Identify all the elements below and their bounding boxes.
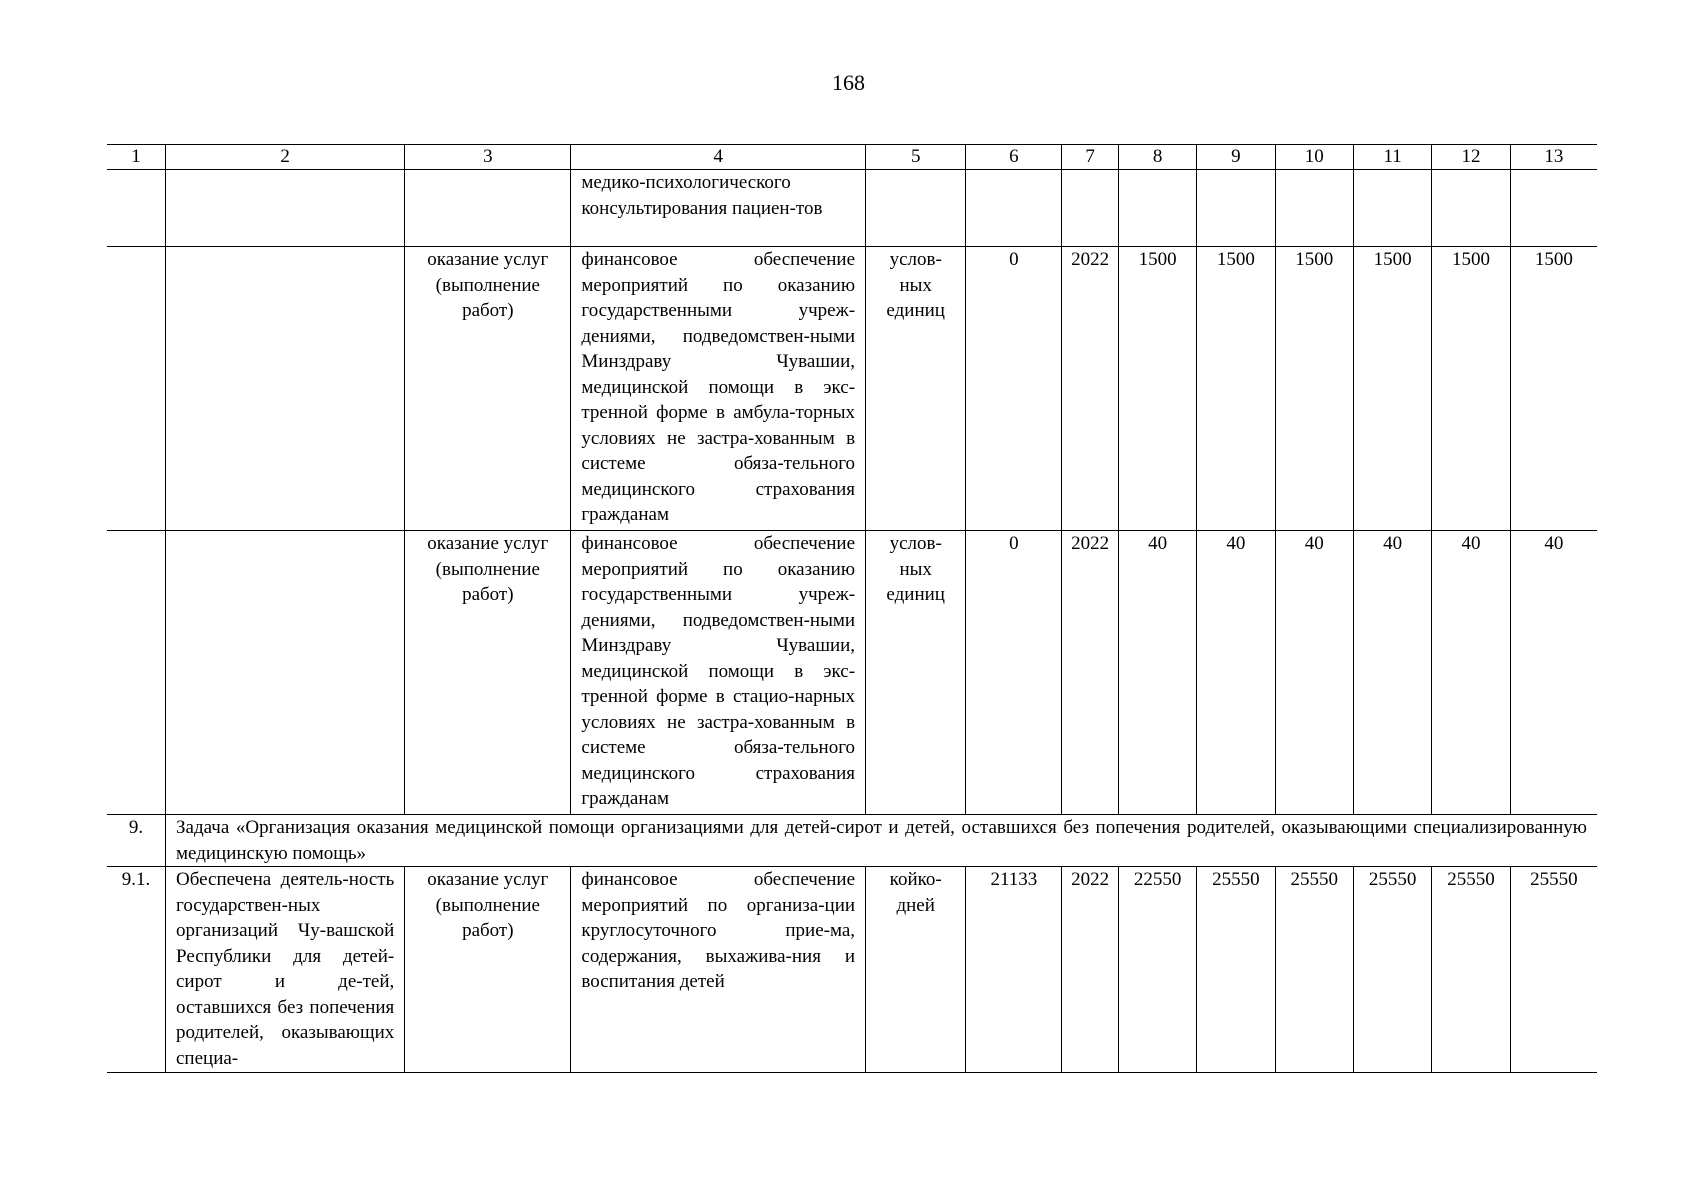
result-description: Обеспечена деятель-ность государствен-ных организаций Чу-вашской Республики для детей-сирот и де-тей, оставшихся без попечения родителей, оказывающих специа- bbox=[166, 867, 405, 1073]
indicator-description: медико-психологического консультирования пациен-тов bbox=[571, 170, 866, 247]
header-cell: 12 bbox=[1432, 145, 1510, 170]
row-number: 9.1. bbox=[107, 867, 166, 1073]
value-cell: 1500 bbox=[1197, 247, 1275, 531]
task-title: Задача «Организация оказания медицинской помощи организациями для детей-сирот и детей, оставшихся без попечения родителей, оказывающими специализированную медицинскую помощь» bbox=[166, 815, 1598, 867]
unit: услов-ных единиц bbox=[866, 531, 966, 815]
header-cell: 4 bbox=[571, 145, 866, 170]
table-row bbox=[107, 867, 1597, 1073]
header-cell: 3 bbox=[405, 145, 571, 170]
value-cell: 1500 bbox=[1510, 247, 1597, 531]
value-cell: 40 bbox=[1353, 531, 1431, 815]
year: 2022 bbox=[1062, 247, 1118, 531]
row-number: 9. bbox=[107, 815, 166, 867]
service-type: оказание услуг (выполнение работ) bbox=[405, 531, 571, 815]
header-cell: 9 bbox=[1197, 145, 1275, 170]
value-cell: 25550 bbox=[1510, 867, 1597, 1073]
unit: койко-дней bbox=[866, 867, 966, 1073]
header-cell: 7 bbox=[1062, 145, 1118, 170]
base-value: 21133 bbox=[966, 867, 1062, 1073]
value-cell: 25550 bbox=[1432, 867, 1510, 1073]
table-row bbox=[107, 247, 1597, 531]
value-cell: 25550 bbox=[1197, 867, 1275, 1073]
table-row-continuation bbox=[107, 170, 1597, 247]
service-type: оказание услуг (выполнение работ) bbox=[405, 247, 571, 531]
value-cell: 1500 bbox=[1432, 247, 1510, 531]
value-cell: 1500 bbox=[1118, 247, 1196, 531]
page-number: 168 bbox=[832, 70, 865, 95]
header-cell: 8 bbox=[1118, 145, 1196, 170]
base-value: 0 bbox=[966, 531, 1062, 815]
value-cell: 40 bbox=[1275, 531, 1353, 815]
header-cell: 6 bbox=[966, 145, 1062, 170]
unit: услов-ных единиц bbox=[866, 247, 966, 531]
value-cell: 25550 bbox=[1353, 867, 1431, 1073]
table-header-row bbox=[107, 145, 1597, 170]
value-cell: 22550 bbox=[1118, 867, 1196, 1073]
indicator-description: финансовое обеспечение мероприятий по организа-ции круглосуточного прие-ма, содержания, выхажива-ния и воспитания детей bbox=[571, 867, 866, 1073]
value-cell: 40 bbox=[1432, 531, 1510, 815]
value-cell: 1500 bbox=[1353, 247, 1431, 531]
value-cell: 40 bbox=[1510, 531, 1597, 815]
service-type: оказание услуг (выполнение работ) bbox=[405, 867, 571, 1073]
base-value: 0 bbox=[966, 247, 1062, 531]
year: 2022 bbox=[1062, 867, 1118, 1073]
indicators-table bbox=[107, 144, 1597, 1073]
indicator-description: финансовое обеспечение мероприятий по оказанию государственными учреж-дениями, подведомствен-ными Минздраву Чувашии, медицинской помощи в экс-тренной форме в стацио-нарных условиях не застра-хованным в системе обяза-тельного медицинского страхования гражданам bbox=[571, 531, 866, 815]
value-cell: 1500 bbox=[1275, 247, 1353, 531]
value-cell: 25550 bbox=[1275, 867, 1353, 1073]
header-cell: 10 bbox=[1275, 145, 1353, 170]
header-cell: 1 bbox=[107, 145, 166, 170]
indicator-description: финансовое обеспечение мероприятий по оказанию государственными учреж-дениями, подведомствен-ными Минздраву Чувашии, медицинской помощи в экс-тренной форме в амбула-торных условиях не застра-хованным в системе обяза-тельного медицинского страхования гражданам bbox=[571, 247, 866, 531]
header-cell: 11 bbox=[1353, 145, 1431, 170]
header-cell: 13 bbox=[1510, 145, 1597, 170]
table-row bbox=[107, 531, 1597, 815]
task-row bbox=[107, 815, 1597, 867]
header-cell: 5 bbox=[866, 145, 966, 170]
value-cell: 40 bbox=[1118, 531, 1196, 815]
year: 2022 bbox=[1062, 531, 1118, 815]
value-cell: 40 bbox=[1197, 531, 1275, 815]
header-cell: 2 bbox=[166, 145, 405, 170]
